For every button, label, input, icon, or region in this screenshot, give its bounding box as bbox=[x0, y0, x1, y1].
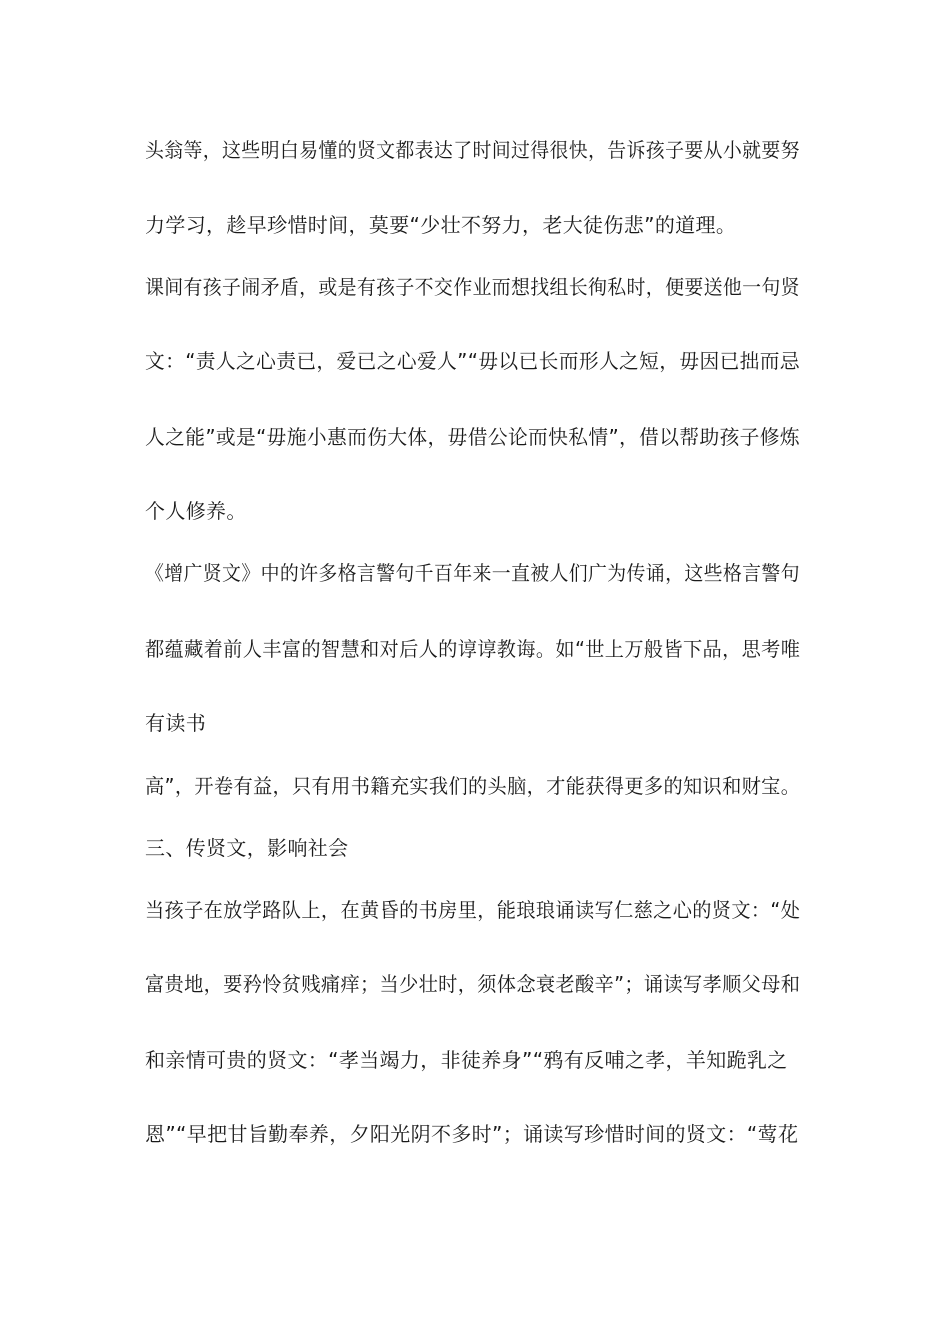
text-line: 和亲情可贵的贤文：“孝当竭力，非徒养身”“鸦有反哺之孝，羊知跪乳之 bbox=[145, 1048, 788, 1072]
text-line: 当孩子在放学路队上，在黄昏的书房里，能琅琅诵读写仁慈之心的贤文：“处 bbox=[145, 898, 801, 922]
text-line: 文：“责人之心责已，爱已之心爱人”“毋以已长而形人之短，毋因已拙而忌 bbox=[145, 349, 800, 373]
text-line: 个人修养。 bbox=[145, 499, 247, 523]
text-line: 人之能”或是“毋施小惠而伤大体，毋借公论而快私情”，借以帮助孩子修炼 bbox=[145, 425, 800, 449]
text-line: 富贵地，要矜怜贫贱痛痒；当少壮时，须体念衰老酸辛”；诵读写孝顺父母和 bbox=[145, 972, 801, 996]
text-line: 高”，开卷有益，只有用书籍充实我们的头脑，才能获得更多的知识和财宝。 bbox=[145, 774, 801, 798]
text-line: 有读书 bbox=[145, 711, 207, 735]
text-line: 《增广贤文》中的许多格言警句千百年来一直被人们广为传诵，这些格言警句 bbox=[145, 561, 800, 585]
text-line: 都蕴藏着前人丰富的智慧和对后人的谆谆教诲。如“世上万般皆下品，思考唯 bbox=[145, 637, 801, 661]
text-line: 头翁等，这些明白易懂的贤文都表达了时间过得很快，告诉孩子要从小就要努 bbox=[145, 138, 800, 162]
section-heading: 三、传贤文，影响社会 bbox=[145, 836, 349, 860]
text-line: 恩”“早把甘旨勤奉养，夕阳光阴不多时”；诵读写珍惜时间的贤文：“莺花 bbox=[145, 1122, 799, 1146]
text-line: 课间有孩子闹矛盾，或是有孩子不交作业而想找组长徇私时，便要送他一句贤 bbox=[145, 275, 800, 299]
text-line: 力学习，趁早珍惜时间，莫要“少壮不努力，老大徒伤悲”的道理。 bbox=[145, 213, 737, 237]
